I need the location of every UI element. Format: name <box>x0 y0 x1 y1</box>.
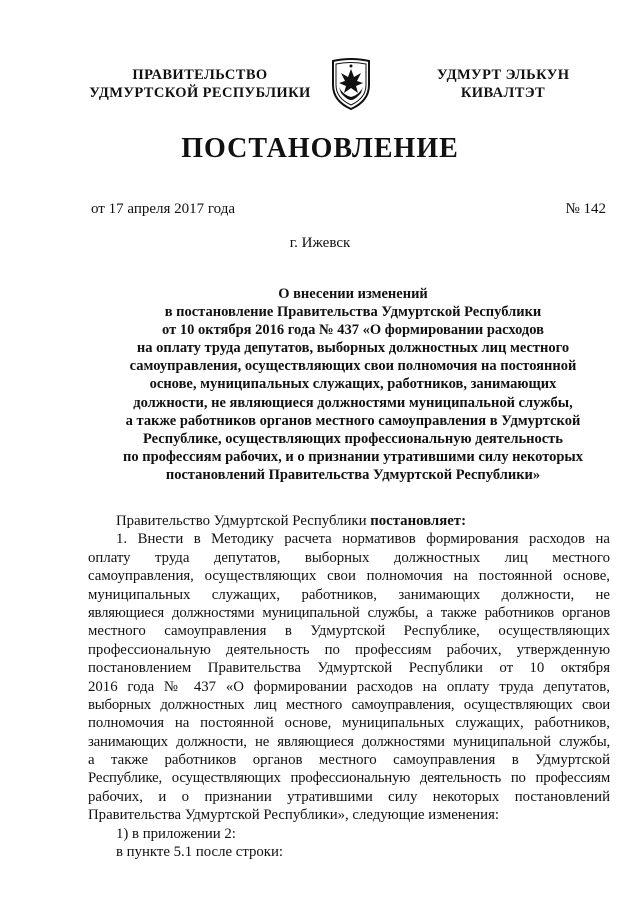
body-line: муниципальных служащих, работников, занимающих должности, не <box>88 586 610 603</box>
body-line: являющиеся должностями муниципальной службы, а также работников органов <box>88 604 610 621</box>
body-line: Республике, осуществляющих профессиональную деятельность по профессиям <box>88 770 610 787</box>
title-line: на оплату труда депутатов, выборных должностных лиц местного <box>136 340 570 357</box>
body-line: постановлением Правительства Удмуртской Республики от 10 октября <box>88 660 610 677</box>
body-line: местного самоуправления в Удмуртской Республике, осуществляющих <box>88 623 610 640</box>
body-line: полномочия на постоянной основе, муниципальных служащих, работников, <box>88 715 610 732</box>
document-type-heading: ПОСТАНОВЛЕНИЕ <box>181 133 459 164</box>
government-name-udmurt <box>437 66 569 102</box>
intro-verb: постановляет: <box>370 513 466 529</box>
body-line: занимающих должности, не являющиеся должностями муниципальной службы, <box>88 733 610 750</box>
government-name-line: УДМУРТ ЭЛЬКУН <box>437 67 570 83</box>
document-body <box>88 512 610 861</box>
sub-item: 1) в приложении 2: <box>116 825 236 842</box>
body-line: а также работников органов местного самоуправления в Удмуртской <box>88 752 610 769</box>
body-line: выборных должностных лиц местного самоуправления, осуществляющих свои <box>88 696 610 713</box>
government-name-line: УДМУРТСКОЙ РЕСПУБЛИКИ <box>89 85 311 101</box>
document-city: г. Ижевск <box>289 235 351 251</box>
body-line: 2016 года № 437 «О формировании расходов на оплату труда депутатов, <box>88 678 610 695</box>
title-line: Республике, осуществляющих профессиональную деятельность <box>143 430 563 447</box>
sub-item: в пункте 5.1 после строки: <box>116 844 283 861</box>
government-name-line: ПРАВИТЕЛЬСТВО <box>132 67 268 83</box>
title-line: должности, не являющиеся должностями муниципальной службы, <box>133 394 573 411</box>
title-line: а также работников органов местного самоуправления в Удмуртской <box>125 412 581 429</box>
body-line: профессиональную деятельность по профессиям рабочих, утвержденную <box>88 641 610 658</box>
document-number: № 142 <box>565 201 606 217</box>
title-line: в постановление Правительства Удмуртской Республики <box>164 304 542 321</box>
government-name-line: КИВАЛТЭТ <box>460 85 546 101</box>
title-line: О внесении изменений <box>278 286 428 302</box>
government-name-russian <box>88 66 312 102</box>
title-line: самоуправления, осуществляющих свои полномочия на постоянной <box>129 358 577 375</box>
document-date: от 17 апреля 2017 года <box>91 201 236 217</box>
udmurt-coat-of-arms-icon <box>327 57 375 111</box>
body-line: самоуправления, осуществляющих свои полномочия на постоянной основе, <box>88 568 610 585</box>
body-line: рабочих, и о признании утратившими силу некоторых постановлений <box>88 788 610 805</box>
document-title <box>88 285 618 484</box>
body-line: 1. Внести в Методику расчета нормативов формирования расходов на <box>116 531 610 548</box>
title-line: постановлений Правительства Удмуртской Республики» <box>165 466 541 483</box>
intro-text: Правительство Удмуртской Республики <box>116 513 371 529</box>
body-line: Правительства Удмуртской Республики», следующие изменения: <box>88 807 500 824</box>
intro-paragraph <box>88 512 610 530</box>
title-line: по профессиям рабочих, и о признании утратившими силу некоторых <box>122 448 584 465</box>
title-line: от 10 октября 2016 года № 437 «О формировании расходов <box>162 322 544 339</box>
title-line: основе, муниципальных служащих, работников, занимающих <box>149 376 557 393</box>
body-line: оплату труда депутатов, выборных должностных лиц местного <box>88 549 610 566</box>
